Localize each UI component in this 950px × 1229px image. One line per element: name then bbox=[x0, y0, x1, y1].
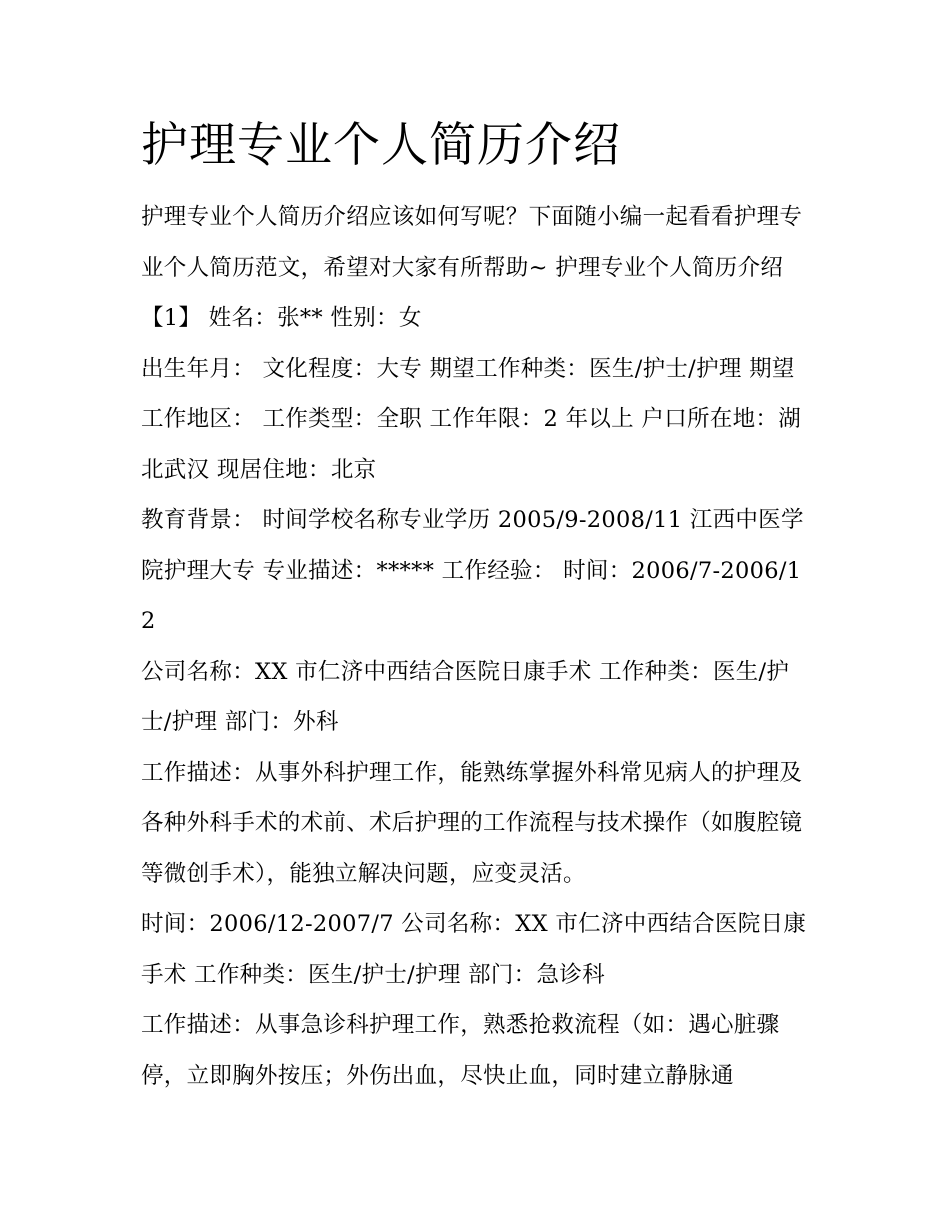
paragraph-job-description-2: 工作描述：从事急诊科护理工作，熟悉抢救流程（如：遇心脏骤停，立即胸外按压；外伤出血，尽快止血，同时建立静脉通 bbox=[141, 1012, 780, 1089]
paragraph-job-description-1: 工作描述：从事外科护理工作，能熟练掌握外科常见病人的护理及各种外科手术的术前、术后护理的工作流程与技术操作（如腹腔镜等微创手术），能独立解决问题，应变灵活。 bbox=[141, 759, 803, 887]
page-title: 护理专业个人简历介绍 bbox=[141, 118, 621, 173]
paragraph-education: 教育背景： 时间学校名称专业学历 2005/9-2008/11 江西中医学院护理大专 专业描述：***** 工作经验： 时间：2006/7-2006/12 bbox=[141, 507, 804, 634]
paragraph-personal-info: 出生年月： 文化程度：大专 期望工作种类：医生/护士/护理 期望工作地区： 工作类型：全职 工作年限：2 年以上 户口所在地：湖北武汉 现居住地：北京 bbox=[141, 355, 802, 483]
paragraph-intro: 护理专业个人简历介绍应该如何写呢？下面随小编一起看看护理专业个人简历范文，希望对大家有所帮助~ 护理专业个人简历介绍【1】 姓名：张** 性别：女 bbox=[141, 204, 803, 331]
document-body bbox=[141, 114, 813, 1101]
paragraph-company-2: 时间：2006/12-2007/7 公司名称：XX 市仁济中西结合医院日康手术 工作种类：医生/护士/护理 部门：急诊科 bbox=[141, 911, 807, 988]
paragraph-company-1: 公司名称：XX 市仁济中西结合医院日康手术 工作种类：医生/护士/护理 部门：外科 bbox=[141, 658, 790, 735]
